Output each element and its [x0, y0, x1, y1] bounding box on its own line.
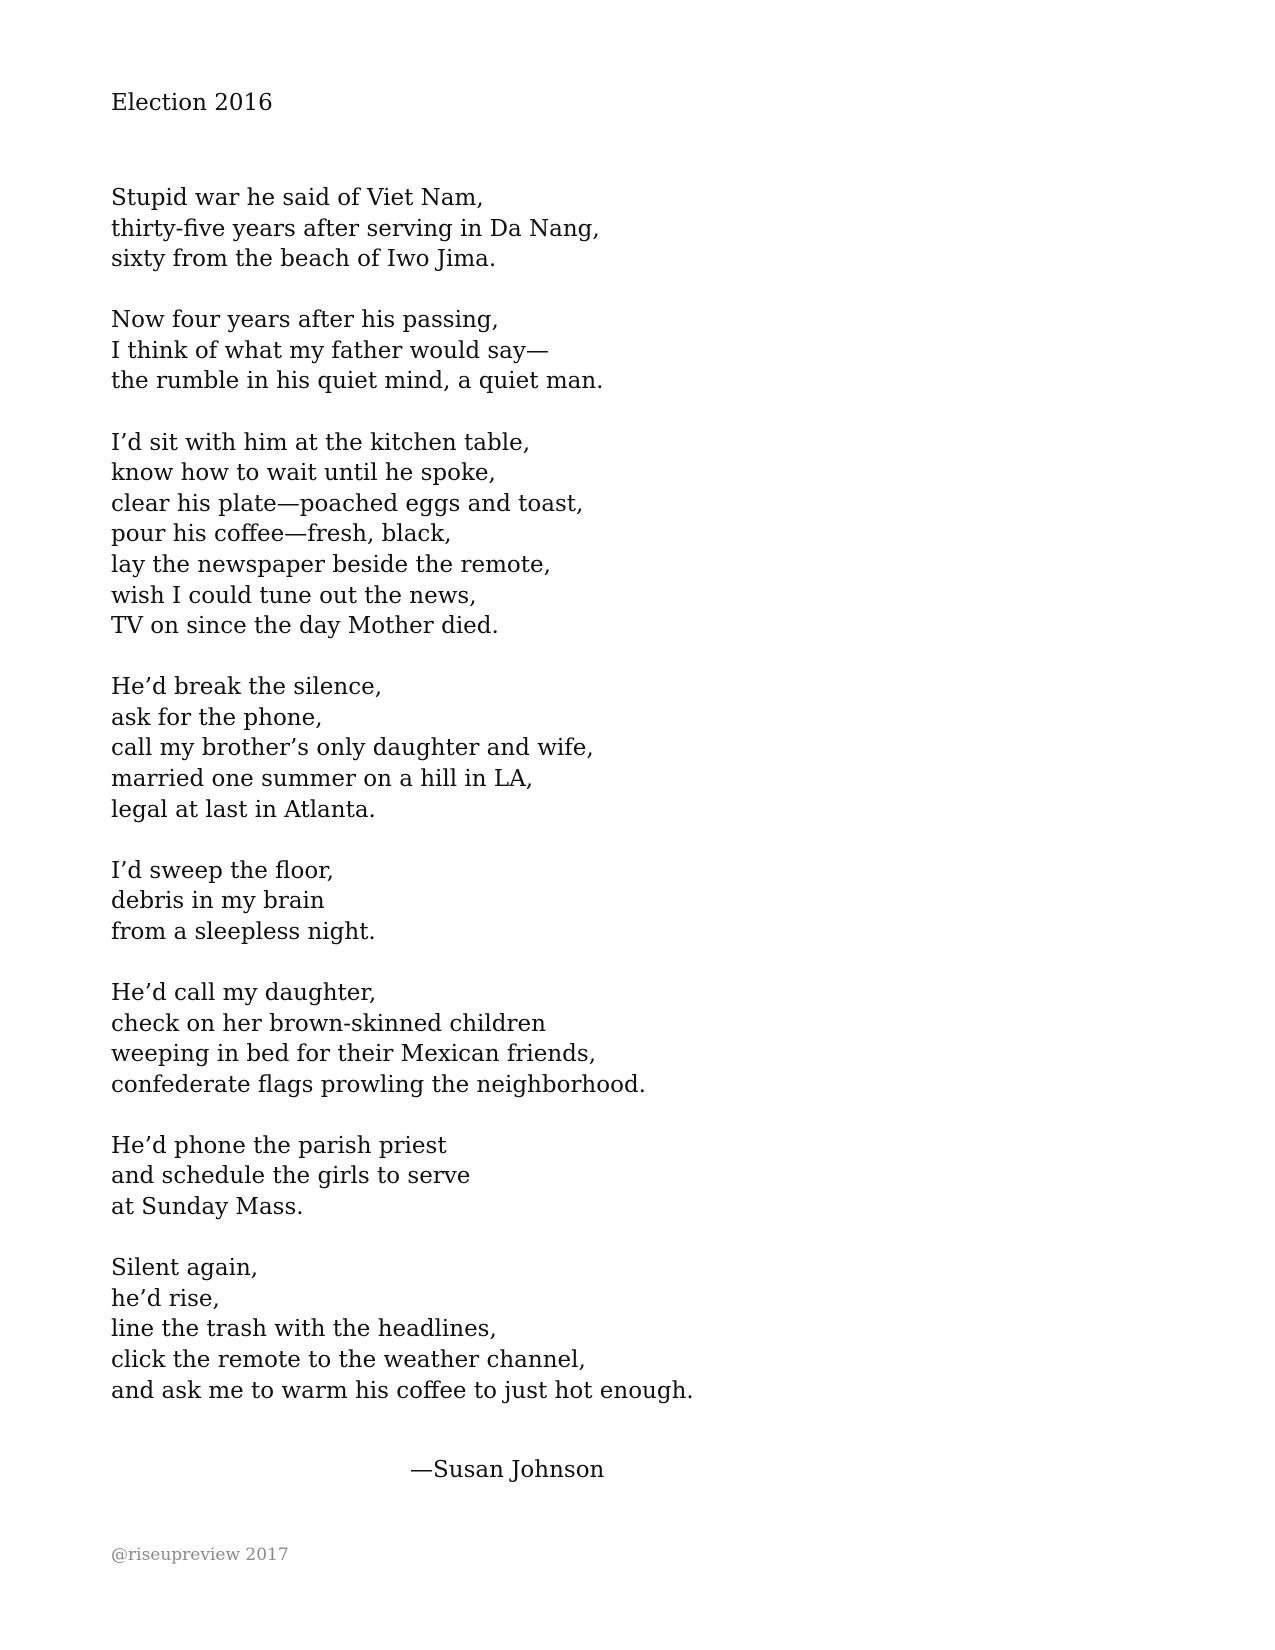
poem-line: and schedule the girls to serve — [111, 1163, 471, 1190]
poem-line: clear his plate—poached eggs and toast, — [111, 490, 584, 517]
stanza-6 — [111, 978, 1211, 1100]
poem-line: line the trash with the headlines, — [111, 1316, 497, 1343]
poem-line: legal at last in Atlanta. — [111, 796, 376, 823]
poem-line: married one summer on a hill in LA, — [111, 766, 534, 792]
poem-line: Silent again, — [111, 1255, 259, 1282]
poem-line: pour his coffee—fresh, black, — [111, 521, 452, 548]
stanza-4 — [111, 672, 1211, 825]
poem-title: Election 2016 — [111, 90, 273, 116]
poem-line: weeping in bed for their Mexican friends, — [111, 1041, 597, 1068]
copyright-footer: @riseupreview 2017 — [111, 1545, 289, 1565]
poem-line: he’d rise, — [111, 1285, 220, 1312]
stanza-5 — [111, 856, 1211, 948]
poem-line: wish I could tune out the news, — [111, 582, 477, 609]
poem-line: the rumble in his quiet mind, a quiet man. — [111, 368, 604, 395]
poem-line: sixty from the beach of Iwo Jima. — [111, 246, 497, 273]
poem-line: check on her brown-skinned children — [111, 1010, 546, 1037]
poem-line: I think of what my father would say— — [111, 337, 549, 364]
poem-line: He’d call my daughter, — [111, 979, 377, 1006]
poem-line: and ask me to warm his coffee to just hot enough. — [111, 1377, 694, 1404]
stanza-8 — [111, 1253, 1211, 1406]
poem-line: know how to wait until he spoke, — [111, 460, 496, 487]
poem-line: confederate flags prowling the neighborhood. — [111, 1071, 646, 1098]
poem-line: ask for the phone, — [111, 704, 323, 731]
stanza-3 — [111, 428, 1211, 642]
stanza-2 — [111, 305, 1211, 397]
poem-line: from a sleepless night. — [111, 918, 376, 945]
poem-line: Now four years after his passing, — [111, 307, 499, 334]
poem-line: call my brother’s only daughter and wife, — [111, 735, 594, 762]
poem-line: He’d phone the parish priest — [111, 1132, 447, 1159]
poem-line: thirty-five years after serving in Da Nang, — [111, 215, 600, 242]
poem-body — [111, 183, 1211, 1437]
poem-line: debris in my brain — [111, 888, 325, 915]
stanza-7 — [111, 1131, 1211, 1223]
poem-author: —Susan Johnson — [410, 1457, 605, 1483]
stanza-1 — [111, 183, 1211, 275]
poem-line: He’d break the silence, — [111, 674, 383, 701]
poem-line: TV on since the day Mother died. — [111, 613, 499, 640]
poem-line: click the remote to the weather channel, — [111, 1346, 586, 1373]
poem-line: lay the newspaper beside the remote, — [111, 551, 551, 578]
poem-line: at Sunday Mass. — [111, 1194, 304, 1221]
poem-line: Stupid war he said of Viet Nam, — [111, 185, 484, 211]
poem-line: I’d sit with him at the kitchen table, — [111, 429, 531, 456]
poem-line: I’d sweep the floor, — [111, 857, 334, 884]
